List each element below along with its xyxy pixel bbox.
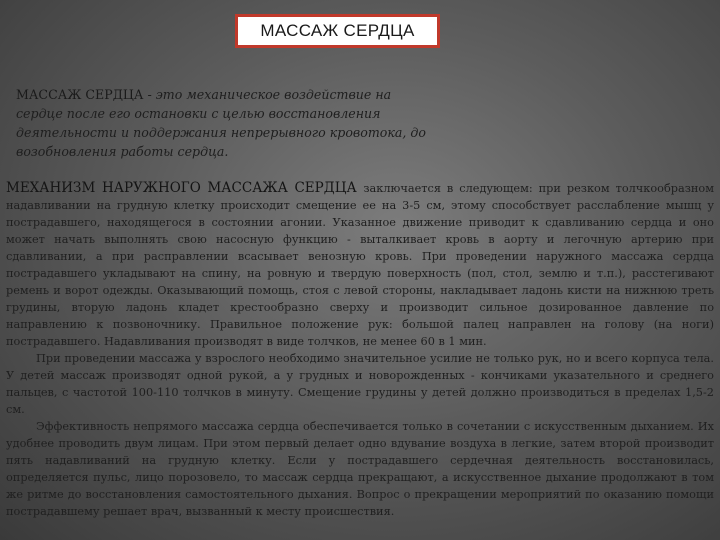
mechanism-paragraph-3: Эффективность непрямого массажа сердца обеспечивается только в сочетании с искусственным дыханием. Их удобнее проводить двум лицам. При этом первый делает одно вдувание воздуха в легкие, затем второй производит пять надавливаний на грудную клетку. Если у пострадавшего сердечная деятельность восстановилась, определяется пульс, лицо порозовело, то массаж сердца прекращают, а искусственное дыхание продолжают в том же ритме до восстановления самостоятельного дыхания. Вопрос о прекращении мероприятий по оказанию помощи пострадавшему решает врач, вызванный к месту происшествия.	[6, 420, 714, 518]
definition-block	[16, 85, 426, 161]
mechanism-paragraph-1-text: заключается в следующем: при резком толчкообразном надавливании на грудную клетку происходит смещение ее на 3-5 см, этому способствует расслабление мышц у пострадавшего, находящегося в состоянии агонии. Указанное движение приводит к сдавливанию сердца и оно может начать выполнять свою насосную функцию - выталкивает кровь в аорту и легочную артерию при сдавливании, а при расправлении всасывает венозную кровь. При проведении наружного массажа сердца пострадавшего укладывают на спину, на ровную и твердую поверхность (пол, стол, землю и т.п.), расстегивают ремень и ворот одежды. Оказывающий помощь, стоя с левой стороны, накладывает ладонь кисти на нижнюю треть грудины, вторую ладонь кладет крестообразно сверху и производит сильное дозированное давление по направлению к позвоночнику. Правильное положение рук: большой палец направлен на голову (на ноги) пострадавшего. Надавливания производят в виде толчков, не менее 60 в 1 мин.	[6, 182, 714, 348]
mechanism-heading: МЕХАНИЗМ НАРУЖНОГО МАССАЖА СЕРДЦА	[6, 180, 357, 196]
slide-title-text: МАССАЖ СЕРДЦА	[260, 21, 415, 40]
definition-text: - это механическое воздействие на сердце после его остановки с целью восстановления деятельности и поддержания непрерывного кровотока, до возобновления работы сердца.	[16, 87, 426, 159]
definition-term: МАССАЖ СЕРДЦА	[16, 87, 144, 102]
slide-title	[235, 14, 440, 48]
mechanism-paragraph-2: При проведении массажа у взрослого необходимо значительное усилие не только рук, но и всего корпуса тела. У детей массаж производят одной рукой, а у грудных и новорожденных - кончиками указательного и среднего пальцев, с частотой 100-110 толчков в минуту. Смещение грудины у детей должно производиться в пределах 1,5-2 см.	[6, 352, 714, 416]
mechanism-block	[6, 180, 714, 520]
mechanism-paragraph-1	[6, 180, 714, 350]
